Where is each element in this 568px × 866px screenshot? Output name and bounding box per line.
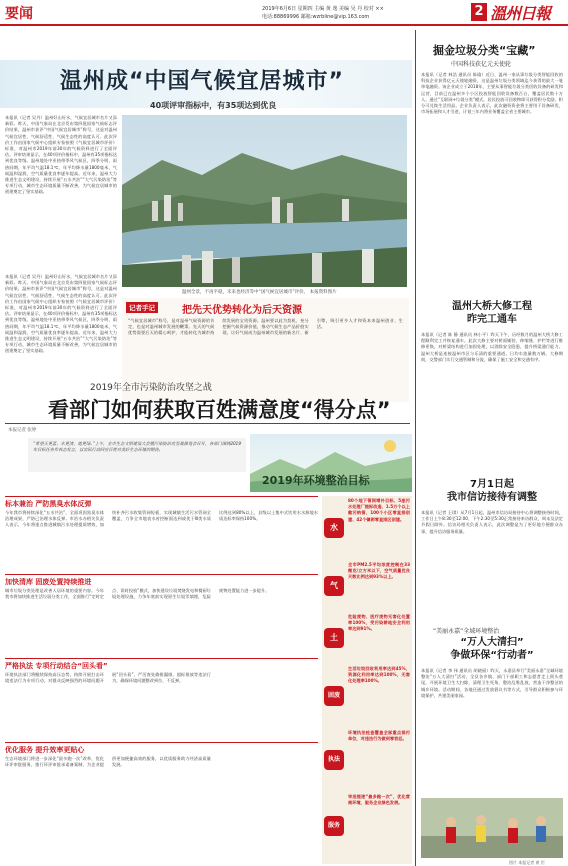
waste-icon <box>324 686 344 706</box>
target-row-soil <box>324 614 410 662</box>
pollution-story <box>0 378 412 866</box>
law-icon <box>324 750 344 770</box>
service-icon-label: 服务 <box>327 822 340 829</box>
bridge-body: 本报讯（记者 陈 静 通讯员 林小平）昨天下午，历经数月的温州大桥大修工程顺利完工并恢复通车。此次大修主要对桥面铺装、伸缩缝、护栏等进行维修更换，对桥梁结构进行加固处理，以消除安全隐患，提升桥梁通行能力。温州大桥是连接温州市区与乐清的重要通道，日均车流量数万辆。大修期间，交警部门实行交通管制和分流，确保了施工安全和交通有序。 <box>421 332 563 362</box>
section-4-rule <box>5 742 318 743</box>
target-row-service <box>324 794 410 860</box>
target-row-air <box>324 562 410 610</box>
garbage-headline: 掘金垃圾分类“宝藏” <box>433 44 536 57</box>
pollution-kicker: 2019年全市污染防治攻坚之战 <box>90 383 212 393</box>
petition-body: 本报讯（记者 王琪）从7月1日起，温州市信访局接待中心将调整接待时间，工作日上午8:30至12:00、下午2:30至5:30正常接待来访群众，周末及法定节假日除外。信访局相关负责人表示，此次调整是为了更好地方便群众办事，提升信访服务质量。 <box>421 510 563 534</box>
soil-icon-label: 土 <box>330 633 338 642</box>
target-air-text: 全市PM2.5平均浓度控制在33微克/立方米以下，空气质量优良天数比例达到93%以上。 <box>348 562 410 580</box>
target-water-text: 80个地下管网增补目标、5座污水处理厂提标改造、1.5万个以上截污纳管、100个小区零直排创建、42个镇街零直排区创建。 <box>348 498 410 522</box>
page-number-text: 2 <box>474 4 484 19</box>
section-3-body: 环境执法部门将继续保持高压态势，持续开展打击环境违法行为专项行动，对群众反映强烈的环境问题开展“回头看”，严厉查处偷排漏排、超标排放等违法行为，确保环境问题整改到位、不反弹。 <box>5 672 211 684</box>
pollution-intro: “希望天更蓝、水更清、地更绿。”上午，全市生态文明建设大会暨污染防治攻坚战推进会召开，各部门围绕2019年目标任务作表态发言，以实际行动回应百姓对美好生态环境的期待。 <box>33 441 241 453</box>
section-4-body: 生态环境部门将进一步深化“最多跑一次”改革，优化环评审批服务，推行环评审批承诺备案制，为企业提供更加便捷高效的服务，以优质服务助力经济高质量发展。 <box>5 756 211 768</box>
target-law-text: 环境执法检查覆盖全部重点排污单位，对违法行为做到零容忍。 <box>348 730 410 742</box>
section-1-rule <box>5 496 318 497</box>
pollution-headline: 看部门如何获取百姓满意度“得分点” <box>48 398 391 422</box>
target-soil-text: 危险废物、医疗废物无害化处置率100%，受污染耕地安全利用率达到91%。 <box>348 614 410 632</box>
section-2-title: 加快清库 固废处置持续推进 <box>5 578 92 586</box>
sidebar-story-petition <box>419 478 565 618</box>
target-service-text: 审批提速“最多跑一次”，优化营商环境，服务企业绿色发展。 <box>348 794 410 806</box>
lead-headline: 温州成“中国气候宜居城市” <box>60 69 344 94</box>
law-icon-label: 执法 <box>327 756 340 763</box>
sidebar <box>419 30 565 866</box>
cleanup-volunteers-photo <box>421 798 563 858</box>
pollution-rule <box>5 423 410 424</box>
target-row-waste <box>324 666 410 726</box>
cleanup-kicker: “美丽永嘉”全域环境整治 <box>433 628 500 635</box>
cleanup-headline: “万人大清扫” 争做环保“行动者” <box>450 637 534 661</box>
garbage-body: 本报讯（记者 林浩 通讯员 陈瑜）近日，温州一家从事垃圾分类智能回收的科技企业获得亿元天使轮融资，这是温州垃圾分类领域迄今获得的最大一笔单笔融资。该企业成立于2018年，主要从事智能垃圾分类回收设备的研发和运营，目前已在温州多个小区投放智能回收设备数百台，覆盖居民数十万人。通过“互联网+垃圾分类”模式，居民投放可回收物即可获得积分奖励，积分可兑换生活用品。企业负责人表示，此次融资资金将主要用于设备研发、市场拓展和人才引进，计划三年内将业务覆盖全省主要城市。 <box>421 72 563 115</box>
section-1-title: 标本兼治 严防黑臭水体反弹 <box>5 500 92 508</box>
petition-headline: 7月1日起 我市信访接待有调整 <box>447 479 537 503</box>
section-2-rule <box>5 574 318 575</box>
sidebar-story-bridge <box>419 300 565 470</box>
garbage-subhead: 中国科技获亿元天使轮 <box>451 61 512 68</box>
service-icon <box>324 816 344 836</box>
target-row-law <box>324 730 410 790</box>
water-icon-label: 水 <box>330 523 338 532</box>
date-line: 2019年6月6日 星期四 主编 黄 逸 美编 吴 丹 校对 ×× <box>262 6 384 12</box>
section-3 <box>5 658 318 740</box>
paper-name: 溫州日報 <box>490 4 551 23</box>
cleanup-photo <box>421 798 563 858</box>
cleanup-body: 本报讯（记者 李 伟 通讯员 胡晓丽）昨天，永嘉县举行“美丽永嘉”全域环境整治“万人大清扫”活动，全县各乡镇、部门干部职工和志愿者走上街头巷尾，开展环境卫生大扫除，清理卫生死角、整治乱堆乱放，营造干净整洁的城乡环境。活动期间，各地还通过发放倡议书等方式，引导群众积极参与环境保护，共建美丽家园。 <box>421 668 563 698</box>
pollution-intro-box <box>28 438 246 472</box>
commentary-title: 把先天优势转化为后天资源 <box>182 305 302 316</box>
section-1 <box>5 496 318 571</box>
commentary-body: “气候宜居城市”称号，是对温州气候资源的肯定，也是对温州城市发展的鞭策。先天的气候优势需要后天的精心呵护，才能转化为城市持续发展的宝贵资源。温州要以此为契机，充分挖掘气候资源价值，推动气候生态产品价值实现，让好气候成为温州城市发展的新名片、新引擎，吸引更多人才和资本来温州创业、生活。 <box>128 318 403 336</box>
sidebar-story-cleanup <box>419 624 565 866</box>
air-icon <box>324 576 344 596</box>
targets-column <box>322 496 412 864</box>
targets-graphic-title: 2019年环境整治目标 <box>262 474 370 487</box>
city-panorama-photo <box>122 115 407 287</box>
target-row-water <box>324 498 410 558</box>
soil-icon <box>324 628 344 648</box>
target-waste-text: 生活垃圾回收利用率达到45%，资源化利用率达到100%，无害化处理率100%。 <box>348 666 410 684</box>
section-label: 要闻 <box>5 6 33 22</box>
bridge-headline: 温州大桥大修工程 昨完工通车 <box>452 301 532 325</box>
air-icon-label: 气 <box>330 581 338 590</box>
section-4-title: 优化服务 提升效率更贴心 <box>5 746 85 754</box>
water-icon <box>324 518 344 538</box>
lead-subhead: 40项评审指标中，有35项达到优良 <box>150 101 277 110</box>
lead-photo <box>122 115 407 287</box>
sidebar-story-garbage <box>419 30 565 270</box>
page-number <box>471 3 487 21</box>
lead-body-col2: 本报讯（记者 吴丹）温州好山好水，气候宜居城市名片又添新彩。昨天，中国气象局在北京发布第四批国家气候标志评价结果，温州市获评“中国气候宜居城市”称号，这是对温州气候宜居性、气候舒适性、气候生态性的高度认可。此次评价工作由国家气候中心组织专家按照《气候宜居城市评价》标准，对温州市2019年前30年的气候资料进行了全面评估。评审结果显示，在40项评价指标中，温州有35项指标达到优良等级。温州地处中亚热带季风气候区，四季分明、雨热同期，年平均气温18.1℃，年平均降水量1800毫米，气候温和湿润，空气质量优良率逐年提高。近年来，温州大力推进生态文明建设，持续开展“五水共治”“大气污染防治”等专项行动，城市生态环境质量不断改善，为气候宜居城市的创建奠定了坚实基础。 <box>5 274 117 354</box>
section-1-body: 今年我市将持续深化“五水共治”，全面巩固黑臭水体治理成果，严防已治理水体反弹。市治水办相关负责人表示，今年将重点推进城镇污水处理提质增效，加快补齐污水收集管网短板，实现城镇生活污水管网全覆盖，力争全市地表水省控断面达到或优于Ⅲ类水质比例达到80%以上，县级以上集中式饮用水水源地水质达标率保持100%。 <box>5 510 318 528</box>
lead-body-col1: 本报讯（记者 吴丹）温州好山好水，气候宜居城市名片又添新彩。昨天，中国气象局在北京发布第四批国家气候标志评价结果，温州市获评“中国气候宜居城市”称号，这是对温州气候宜居性、气候舒适性、气候生态性的高度认可。此次评价工作由国家气候中心组织专家按照《气候宜居城市评价》标准，对温州市2019年前30年的气候资料进行了全面评估。评审结果显示，在40项评价指标中，温州有35项指标达到优良等级。温州地处中亚热带季风气候区，四季分明、雨热同期，年平均气温18.1℃，年平均降水量1800毫米，气候温和湿润，空气质量优良率逐年提高。近年来，温州大力推进生态文明建设，持续开展“五水共治”“大气污染防治”等专项行动，城市生态环境质量不断改善，为气候宜居城市的创建奠定了坚实基础。 <box>5 115 117 195</box>
contact-line: 电话:88869996 邮箱:wzrbline@vip.163.com <box>262 14 370 20</box>
commentary-label: 记者手记 <box>126 302 158 313</box>
sidebar-divider <box>415 30 416 866</box>
pollution-byline: 本报记者 张婷 <box>8 428 37 433</box>
waste-icon-label: 固废 <box>327 692 340 699</box>
section-2 <box>5 574 318 656</box>
lead-photo-caption: 温州全景，不再平稳，未来也经济等中“国气候宜居城市”评价。 本报资料图片 <box>182 290 337 295</box>
targets-graphic <box>250 434 412 492</box>
masthead-rule <box>0 24 568 26</box>
section-4 <box>5 742 318 862</box>
cleanup-photo-caption: 图片 本报记者 黄 臣 <box>509 860 545 865</box>
section-3-title: 严格执法 专项行动结合“回头看” <box>5 662 108 670</box>
section-3-rule <box>5 658 318 659</box>
section-2-body: 城市垃圾分类处理是改善人居环境的重要内容。今年我市将加快推进生活垃圾分类工作，全面推行“定时定点、误时投放”模式，加快建设垃圾焚烧发电和餐厨垃圾处理设施，力争年底前实现原生垃圾零填埋，危险废物处置能力进一步提升。 <box>5 588 270 600</box>
